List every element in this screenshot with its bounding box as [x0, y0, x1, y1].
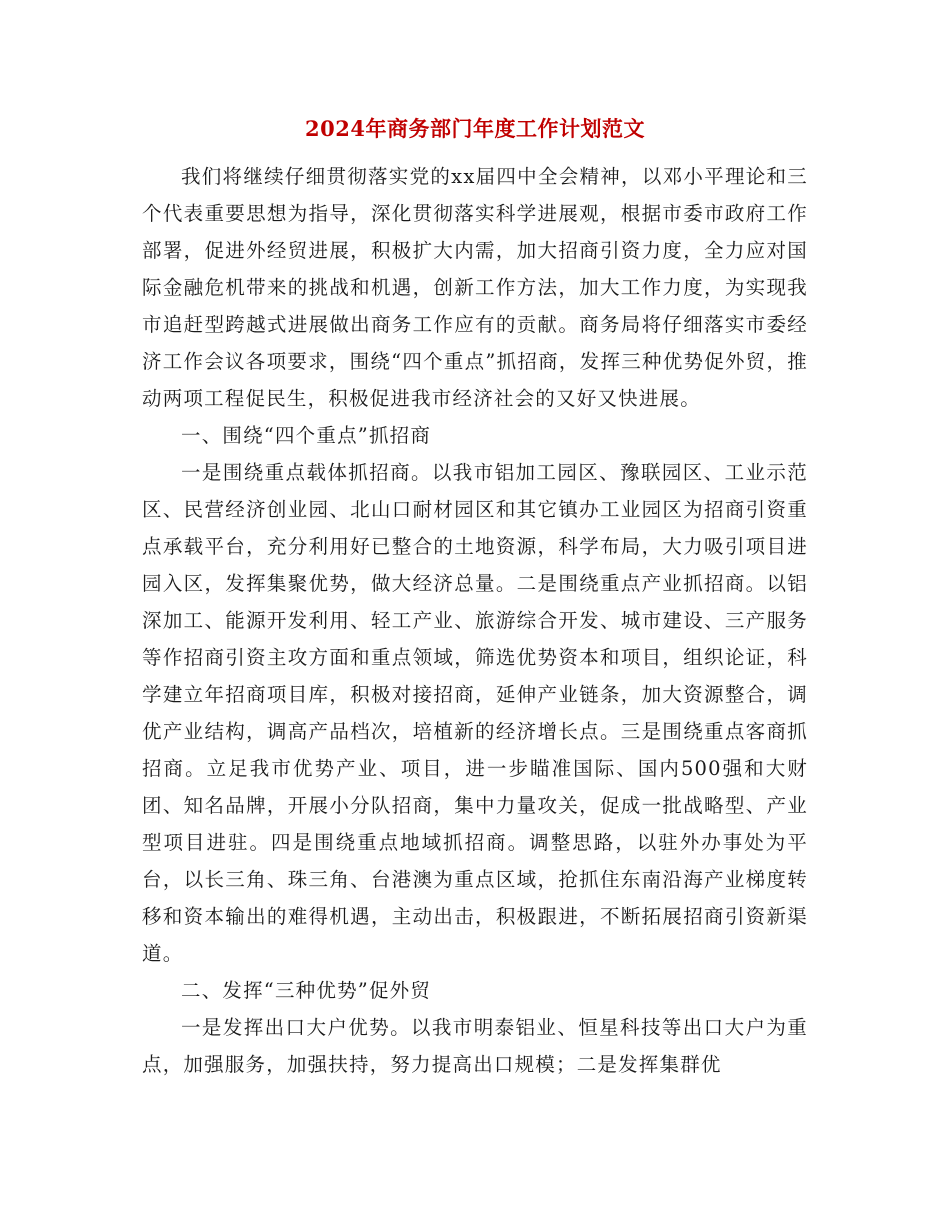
section-heading-2: 二、发挥“三种优势”促外贸: [181, 979, 432, 1002]
document-title: 2024年商务部门年度工作计划范文: [305, 116, 645, 141]
section-1-paragraph: 一是围绕重点载体抓招商。以我市铝加工园区、豫联园区、工业示范区、民营经济创业园、北山口耐材园区和其它镇办工业园区为招商引资重点承载平台，充分利用好已整合的土地资源，科学布局，大力吸引项目进园入区，发挥集聚优势，做大经济总量。二是围绕重点产业抓招商。以铝深加工、能源开发利用、轻工产业、旅游综合开发、城市建设、三产服务等作招商引资主攻方面和重点领域，筛选优势资本和项目，组织论证，科学建立年招商项目库，积极对接招商，延伸产业链条，加大资源整合，调优产业结构，调高产品档次，培植新的经济增长点。三是围绕重点客商抓招商。立足我市优势产业、项目，进一步瞄准国际、国内500强和大财团、知名品牌，开展小分队招商，集中力量攻关，促成一批战略型、产业型项目进驻。四是围绕重点地域抓招商。调整思路，以驻外办事处为平台，以长三角、珠三角、台港澳为重点区域，抢抓住东南沿海产业梯度转移和资本输出的难得机遇，主动出击，积极跟进，不断拓展招商引资新渠道。: [142, 461, 808, 965]
section-heading-1: 一、围绕“四个重点”抓招商: [181, 424, 432, 447]
intro-paragraph: 我们将继续仔细贯彻落实党的xx届四中全会精神，以邓小平理论和三个代表重要思想为指导，深化贯彻落实科学进展观，根据市委市政府工作部署，促进外经贸进展，积极扩大内需，加大招商引资力度，全力应对国际金融危机带来的挑战和机遇，创新工作方法，加大工作力度，为实现我市追赶型跨越式进展做出商务工作应有的贡献。商务局将仔细落实市委经济工作会议各项要求，围绕“四个重点”抓招商，发挥三种优势促外贸，推动两项工程促民生，积极促进我市经济社会的又好又快进展。: [142, 165, 808, 410]
section-2-paragraph: 一是发挥出口大户优势。以我市明泰铝业、恒星科技等出口大户为重点，加强服务，加强扶持，努力提高出口规模；二是发挥集群优: [142, 1016, 808, 1076]
